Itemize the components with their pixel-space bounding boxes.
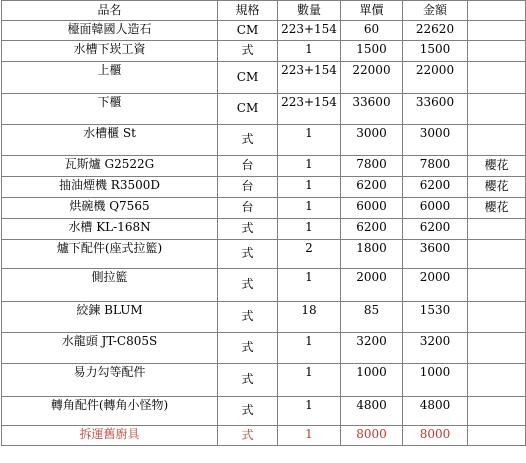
table-row (2, 41, 526, 62)
item-quantity: 1 (278, 426, 341, 446)
item-amount: 3600 (403, 240, 468, 269)
item-unit: 式 (218, 364, 278, 397)
item-price: 6200 (341, 177, 403, 198)
item-quantity: 18 (278, 302, 341, 333)
item-unit: 式 (218, 240, 278, 269)
item-amount: 1500 (403, 41, 468, 62)
table-row (2, 177, 526, 198)
table-row (2, 269, 526, 302)
item-amount: 2000 (403, 269, 468, 302)
header-item-name: 品名 (2, 1, 218, 21)
item-quantity: 1 (278, 269, 341, 302)
item-note (468, 62, 526, 94)
item-amount: 22620 (403, 21, 468, 41)
item-quantity: 1 (278, 364, 341, 397)
item-quantity: 1 (278, 397, 341, 426)
table-row (2, 156, 526, 177)
table-row (2, 219, 526, 240)
item-name: 易力勾等配件 (2, 364, 218, 397)
table-row (2, 397, 526, 426)
table-row-highlighted (2, 426, 526, 446)
item-unit: 式 (218, 125, 278, 156)
item-note (468, 219, 526, 240)
item-note: 櫻花 (468, 156, 526, 177)
item-name: 絞鍊 BLUM (2, 302, 218, 333)
table-row (2, 198, 526, 219)
item-name: 轉角配件(轉角小怪物) (2, 397, 218, 426)
header-note (468, 1, 526, 21)
item-name: 抽油煙機 R3500D (2, 177, 218, 198)
item-amount: 6000 (403, 198, 468, 219)
item-price: 1000 (341, 364, 403, 397)
item-note: 櫻花 (468, 198, 526, 219)
table-row (2, 62, 526, 94)
table-row (2, 125, 526, 156)
item-unit: 式 (218, 302, 278, 333)
item-amount: 6200 (403, 177, 468, 198)
item-price: 33600 (341, 94, 403, 125)
item-unit: CM (218, 21, 278, 41)
item-amount: 3000 (403, 125, 468, 156)
item-price: 22000 (341, 62, 403, 94)
item-name: 側拉籃 (2, 269, 218, 302)
item-note (468, 21, 526, 41)
item-price: 85 (341, 302, 403, 333)
table-row (2, 333, 526, 364)
item-price: 2000 (341, 269, 403, 302)
item-quantity: 1 (278, 177, 341, 198)
item-unit: CM (218, 94, 278, 125)
item-price: 3000 (341, 125, 403, 156)
item-amount: 7800 (403, 156, 468, 177)
item-price: 6000 (341, 198, 403, 219)
item-name: 下櫃 (2, 94, 218, 125)
item-quantity: 223+154 (278, 62, 341, 94)
item-note (468, 426, 526, 446)
item-quantity: 2 (278, 240, 341, 269)
item-price: 1500 (341, 41, 403, 62)
item-quantity: 1 (278, 333, 341, 364)
header-unit-price: 單價 (341, 1, 403, 21)
item-amount: 22000 (403, 62, 468, 94)
item-unit: 式 (218, 397, 278, 426)
item-price: 6200 (341, 219, 403, 240)
item-price: 4800 (341, 397, 403, 426)
item-price: 7800 (341, 156, 403, 177)
table-row (2, 94, 526, 125)
item-name: 瓦斯爐 G2522G (2, 156, 218, 177)
item-amount: 1530 (403, 302, 468, 333)
table-row (2, 21, 526, 41)
item-note: 櫻花 (468, 177, 526, 198)
item-name: 拆運舊廚具 (2, 426, 218, 446)
item-unit: 台 (218, 198, 278, 219)
item-note (468, 302, 526, 333)
item-price: 8000 (341, 426, 403, 446)
item-amount: 1000 (403, 364, 468, 397)
item-unit: 台 (218, 177, 278, 198)
item-unit: 台 (218, 156, 278, 177)
item-unit: 式 (218, 269, 278, 302)
item-quantity: 223+154 (278, 21, 341, 41)
item-note (468, 397, 526, 426)
header-amount: 金額 (403, 1, 468, 21)
item-amount: 8000 (403, 426, 468, 446)
item-unit: 式 (218, 333, 278, 364)
item-note (468, 333, 526, 364)
item-note (468, 94, 526, 125)
item-name: 水槽下崁工資 (2, 41, 218, 62)
item-name: 檯面韓國人造石 (2, 21, 218, 41)
item-unit: 式 (218, 41, 278, 62)
item-amount: 33600 (403, 94, 468, 125)
item-name: 水槽 KL-168N (2, 219, 218, 240)
item-note (468, 41, 526, 62)
item-quantity: 1 (278, 125, 341, 156)
item-quantity: 1 (278, 41, 341, 62)
header-row (2, 1, 526, 21)
table-row (2, 364, 526, 397)
item-unit: 式 (218, 219, 278, 240)
item-name: 烘碗機 Q7565 (2, 198, 218, 219)
item-amount: 6200 (403, 219, 468, 240)
quote-table (1, 0, 526, 446)
item-quantity: 1 (278, 198, 341, 219)
table-row (2, 240, 526, 269)
item-price: 3200 (341, 333, 403, 364)
header-quantity: 數量 (278, 1, 341, 21)
item-note (468, 240, 526, 269)
item-amount: 3200 (403, 333, 468, 364)
item-unit: CM (218, 62, 278, 94)
item-price: 1800 (341, 240, 403, 269)
item-name: 上櫃 (2, 62, 218, 94)
item-name: 水龍頭 JT-C805S (2, 333, 218, 364)
item-price: 60 (341, 21, 403, 41)
item-note (468, 269, 526, 302)
item-name: 水槽櫃 St (2, 125, 218, 156)
item-unit: 式 (218, 426, 278, 446)
item-name: 爐下配件(座式拉籃) (2, 240, 218, 269)
item-note (468, 364, 526, 397)
item-amount: 4800 (403, 397, 468, 426)
table-row (2, 302, 526, 333)
item-quantity: 1 (278, 219, 341, 240)
header-spec: 規格 (218, 1, 278, 21)
item-quantity: 223+154 (278, 94, 341, 125)
item-quantity: 1 (278, 156, 341, 177)
item-note (468, 125, 526, 156)
